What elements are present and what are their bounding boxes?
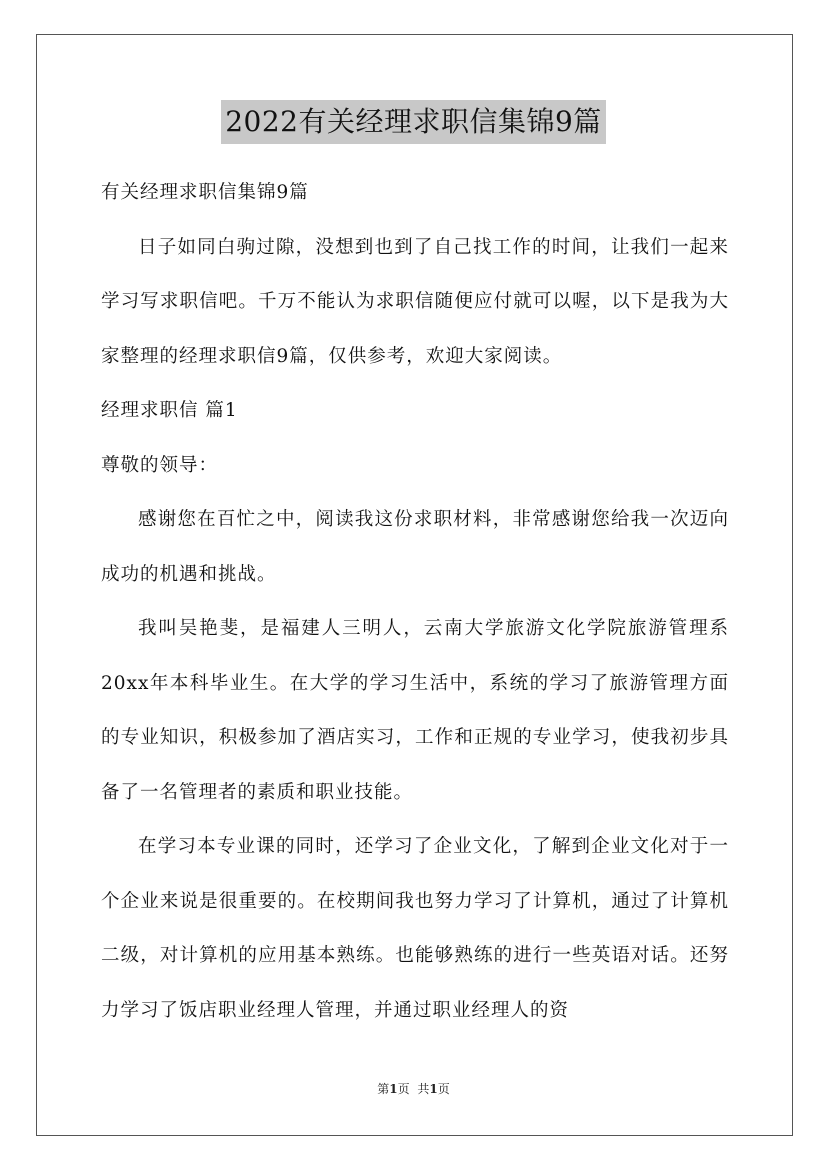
total-suffix: 页 xyxy=(437,1082,450,1096)
total-prefix: 共 xyxy=(417,1082,430,1096)
page-prefix: 第 xyxy=(377,1082,390,1096)
paragraph-thanks: 感谢您在百忙之中，阅读我这份求职材料，非常感谢您给我一次迈向成功的机遇和挑战。 xyxy=(101,509,729,585)
paragraph-intro: 日子如同白驹过隙，没想到也到了自己找工作的时间，让我们一起来学习写求职信吧。千万不能认为求职信随便应付就可以喔，以下是我为大家整理的经理求职信9篇，仅供参考，欢迎大家阅读。 xyxy=(101,236,729,367)
document-title: 2022有关经理求职信集锦9篇 xyxy=(221,100,606,144)
salutation: 尊敬的领导： xyxy=(101,454,219,476)
document-body xyxy=(101,166,729,1038)
title-container xyxy=(0,100,827,144)
paragraph-self-intro: 我叫吴艳斐，是福建人三明人，云南大学旅游文化学院旅游管理系20xx年本科毕业生。在大学的学习生活中，系统的学习了旅游管理方面的专业知识，积极参加了酒店实习，工作和正规的专业学习，使我初步具备了一名管理者的素质和职业技能。 xyxy=(101,618,729,803)
paragraph-subtitle: 有关经理求职信集锦9篇 xyxy=(101,182,309,203)
section-heading: 经理求职信 篇1 xyxy=(101,400,238,421)
total-pages: 1 xyxy=(429,1082,438,1096)
page-number: 1 xyxy=(389,1082,398,1096)
page-suffix: 页 xyxy=(397,1082,410,1096)
page-footer xyxy=(0,1081,827,1097)
paragraph-study: 在学习本专业课的同时，还学习了企业文化，了解到企业文化对于一个企业来说是很重要的。在校期间我也努力学习了计算机，通过了计算机二级，对计算机的应用基本熟练。也能够熟练的进行一些英语对话。还努力学习了饭店职业经理人管理，并通过职业经理人的资 xyxy=(101,836,729,1021)
